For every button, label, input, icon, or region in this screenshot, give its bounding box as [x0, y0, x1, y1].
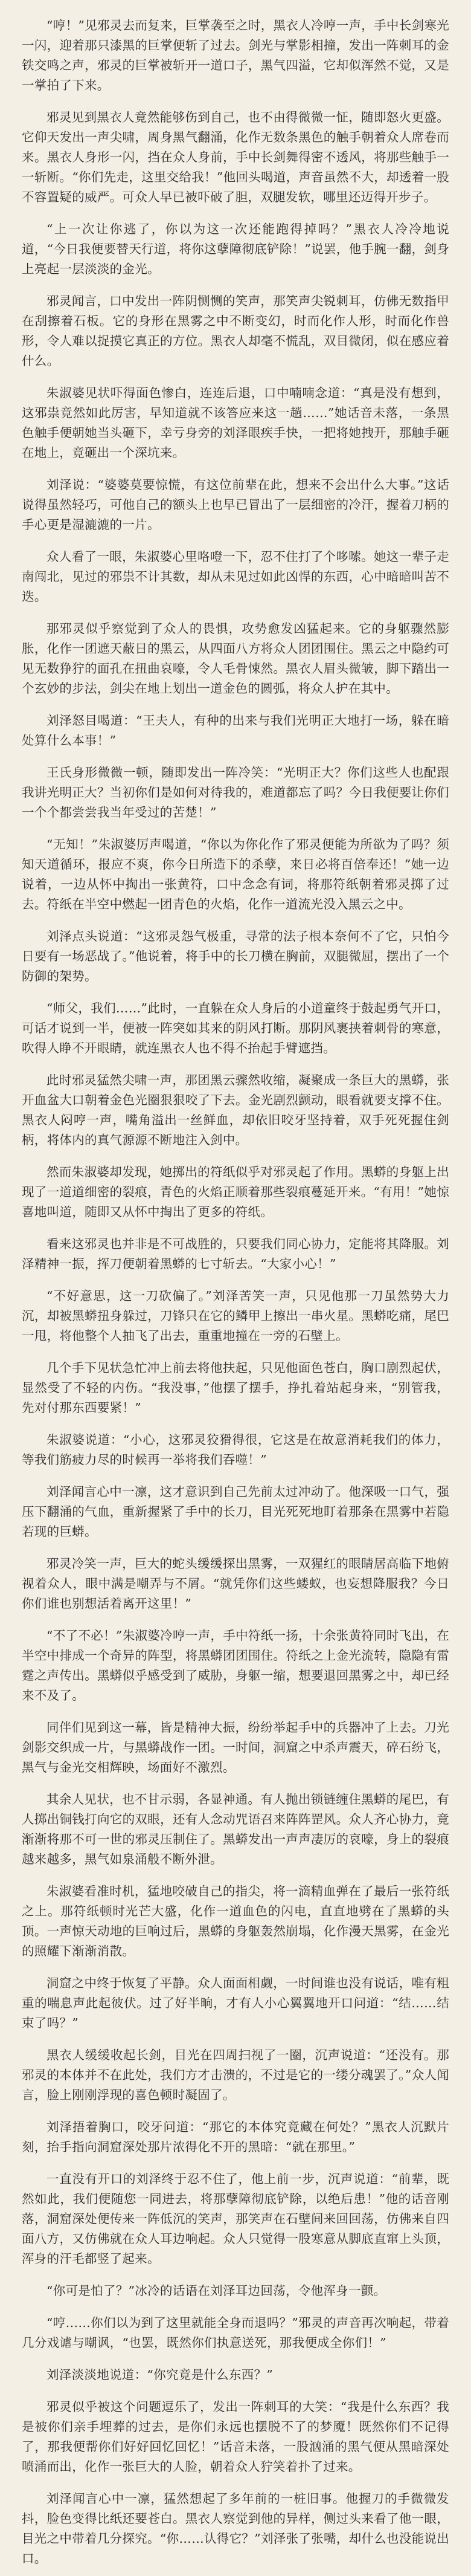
paragraph: 刘泽点头说道：“这邪灵怨气极重，寻常的法子根本奈何不了它，只怕今日要有一场恶战了。”他说着，将手中的长刀横在胸前，双腿微屈，摆出了一个防御的架势。	[22, 929, 449, 983]
paragraph: “你可是怕了？”冰冷的话语在刘泽耳边回荡，令他浑身一颤。	[46, 2283, 386, 2298]
paragraph: “师父，我们……”此时，一直躲在众人身后的小道童终于鼓起勇气开口，可话才说到一半，便被一阵突如其来的阴风打断。那阴风裹挟着刺骨的寒意，吹得人睁不开眼睛，就连黑衣人也不得不抬起手臂遮挡。	[22, 1001, 449, 1055]
paragraph: 王氏身形微微一顿，随即发出一阵冷笑：“光明正大？你们这些人也配跟我讲光明正大？当初你们是如何对待我的，难道都忘了吗？今日我便要让你们一个个都尝尝我当年受过的苦楚！”	[22, 765, 449, 820]
paragraph: 然而朱淑婆却发现，她掷出的符纸似乎对邪灵起了作用。黑蟒的身躯上出现了一道道细密的裂痕，青色的火焰正顺着那些裂痕蔓延开来。“有用！”她惊喜地叫道，随即又从怀中掏出了更多的符纸。	[22, 1165, 449, 1219]
paragraph: 其余人见状，也不甘示弱，各显神通。有人抛出锁链缠住黑蟒的尾巴，有人掷出铜钱打向它的双眼，还有人念动咒语召来阵阵罡风。众人齐心协力，竟渐渐将那不可一世的邪灵压制住了。黑蟒发出一声声凄厉的哀嚎，身上的裂痕越来越多，黑气如泉涌般不断外泄。	[22, 1792, 449, 1866]
paragraph: 刘泽闻言心中一凛，这才意识到自己先前太过冲动了。他深吸一口气，强压下翻涌的气血，重新握紧了手中的长刀，目光死死地盯着那条在黑雾中若隐若现的巨蟒。	[22, 1484, 449, 1539]
paragraph: 刘泽怒目喝道：“王夫人，有种的出来与我们光明正大地打一场，躲在暗处算什么本事！”	[22, 713, 449, 748]
paragraph: “无知！”朱淑婆厉声喝道，“你以为你化作了邪灵便能为所欲为了吗？须知天道循环，报应不爽，你今日所造下的杀孽，来日必将百倍奉还！”她一边说着，一边从怀中掏出一张黄符，口中念念有词，将那符纸朝着邪灵掷了过去。符纸在半空中燃起一团青色的火焰，化作一道流光没入黑云之中。	[22, 837, 449, 911]
paragraph: 同伴们见到这一幕，皆是精神大振，纷纷举起手中的兵器冲了上去。刀光剑影交织成一片，与黑蟒战作一团。一时间，洞窟之中杀声震天，碎石纷飞，黑气与金光交相辉映，场面好不激烈。	[22, 1720, 449, 1775]
paragraph: “上一次让你逃了，你以为这一次还能跑得掉吗？”黑衣人冷冷地说道，“今日我便要替天行道，将你这孽障彻底铲除！”说罢，他手腕一翻，剑身上亮起一层淡淡的金光。	[22, 222, 449, 276]
paragraph: “不好意思，这一刀砍偏了。”刘泽苦笑一声，只见他那一刀虽然势大力沉，却被黑蟒扭身躲过，刀锋只在它的鳞甲上擦出一串火星。黑蟒吃痛，尾巴一甩，将他整个人抽飞了出去，重重地撞在一旁的石壁上。	[22, 1289, 449, 1343]
paragraph: 洞窟之中终于恢复了平静。众人面面相觑，一时间谁也没有说话，唯有粗重的喘息声此起彼伏。过了好半晌，才有人小心翼翼地开口问道：“结……结束了吗？”	[22, 1976, 449, 2030]
paragraph: 朱淑婆说道：“小心，这邪灵狡猾得很，它这是在故意消耗我们的体力，等我们筋疲力尽的时候再一举将我们吞噬！”	[22, 1432, 449, 1467]
paragraph: 邪灵见到黑衣人竟然能够伤到自己，也不由得微微一怔，随即怒火更盛。它仰天发出一声尖啸，周身黑气翻涌，化作无数条黑色的触手朝着众人席卷而来。黑衣人身形一闪，挡在众人身前，手中长剑舞得密不透风，将那些触手一一斩断。“你们先走，这里交给我！”他回头喝道，声音虽然不大，却透着一股不容置疑的威严。可众人早已被吓破了胆，双腿发软，哪里还迈得开步子。	[22, 110, 449, 204]
paragraph: 邪灵冷笑一声，巨大的蛇头缓缓探出黑雾，一双猩红的眼睛居高临下地俯视着众人，眼中满是嘲弄与不屑。“就凭你们这些蝼蚁，也妄想降服我？今日你们谁也别想活着离开这里！”	[22, 1556, 449, 1611]
paragraph: 一直没有开口的刘泽终于忍不住了，他上前一步，沉声说道：“前辈，既然如此，我们便随您一同进去，将那孽障彻底铲除，以绝后患！”他的话音刚落，洞窟深处便传来一阵低沉的笑声，那笑声在石壁间来回回荡，仿佛来自四面八方，又仿佛就在众人耳边响起。众人只觉得一股寒意从脚底直窜上头顶，浑身的汗毛都竖了起来。	[22, 2172, 449, 2266]
paragraph: 此时邪灵猛然尖啸一声，那团黑云骤然收缩，凝聚成一条巨大的黑蟒，张开血盆大口朝着金色光圈狠狠咬了下去。金光剧烈颤动，眼看就要支撑不住。黑衣人闷哼一声，嘴角溢出一丝鲜血，却依旧咬牙坚持着，双手死死握住剑柄，将体内的真气源源不断地注入剑中。	[22, 1073, 449, 1147]
paragraph: 朱淑婆见状吓得面色惨白，连连后退，口中喃喃念道：“真是没有想到，这邪祟竟然如此厉害，早知道就不该答应来这一趟……”她话音未落，一条黑色触手便朝她当头砸下，幸亏身旁的刘泽眼疾手快，一把将她拽开，那触手砸在地上，竟砸出一个深坑来。	[22, 386, 449, 460]
paragraph: 朱淑婆看准时机，猛地咬破自己的指尖，将一滴精血弹在了最后一张符纸之上。那符纸顿时光芒大盛，化作一道血色的闪电，直直地劈在了黑蟒的头顶。一声惊天动地的巨响过后，黑蟒的身躯轰然崩塌，化作漫天黑雾，在金光的照耀下渐渐消散。	[22, 1884, 449, 1958]
paragraph: 刘泽闻言心中一凛，猛然想起了多年前的一桩旧事。他握刀的手微微发抖，脸色变得比纸还要苍白。黑衣人察觉到他的异样，侧过头来看了他一眼，目光之中带着几分探究。“你……认得它？”刘泽张了张嘴，却什么也没能说出口。	[22, 2491, 449, 2566]
paragraph: 刘泽捂着胸口，咬牙问道：“那它的本体究竟藏在何处？”黑衣人沉默片刻，抬手指向洞窟深处那片浓得化不开的黑暗：“就在那里。”	[22, 2120, 449, 2154]
paragraph: “不了不必！”朱淑婆冷哼一声，手中符纸一扬，十余张黄符同时飞出，在半空中排成一个奇异的阵型，将黑蟒团团围住。符纸之上金光流转，隐隐有雷霆之声传出。黑蟒似乎感受到了威胁，身躯一缩，想要退回黑雾之中，却已经来不及了。	[22, 1628, 449, 1703]
paragraph: 刘泽说：“婆婆莫要惊慌，有这位前辈在此，想来不会出什么大事。”这话说得虽然轻巧，可他自己的额头上也早已冒出了一层细密的冷汗，握着刀柄的手心更是湿漉漉的一片。	[22, 477, 449, 532]
paragraph: 众人看了一眼，朱淑婆心里咯噔一下，忍不住打了个哆嗦。她这一辈子走南闯北，见过的邪祟不计其数，却从未见过如此凶悍的东西，心中暗暗叫苦不迭。	[22, 549, 449, 604]
paragraph: “哼……你们以为到了这里就能全身而退吗？”邪灵的声音再次响起，带着几分戏谑与嘲讽，“也罢，既然你们执意送死，那我便成全你们！”	[22, 2315, 449, 2350]
paragraph: 看来这邪灵也并非是不可战胜的，只要我们同心协力，定能将其降服。刘泽精神一振，挥刀便朝着黑蟒的七寸斩去。“大家小心！”	[22, 1237, 449, 1271]
paragraph: 黑衣人缓缓收起长剑，目光在四周扫视了一圈，沉声说道：“还没有。那邪灵的本体并不在此处，我们方才击溃的，不过是它的一缕分魂罢了。”众人闻言，脸上刚刚浮现的喜色顿时凝固了。	[22, 2048, 449, 2102]
paragraph: 那邪灵似乎察觉到了众人的畏惧，攻势愈发凶猛起来。它的身躯骤然膨胀，化作一团遮天蔽日的黑云，从四面八方将众人团团围住。黑云之中隐约可见无数狰狞的面孔在扭曲哀嚎，令人毛骨悚然。黑衣人眉头微皱，脚下踏出一个玄妙的步法，剑尖在地上划出一道金色的圆弧，将众人护在其中。	[22, 621, 449, 696]
paragraph: “哼！”见邪灵去而复来，巨掌袭至之时，黑衣人冷哼一声，手中长剑寒光一闪，迎着那只漆黑的巨掌便斩了过去。剑光与掌影相撞，发出一阵刺耳的金铁交鸣之声，邪灵的巨掌被斩开一道口子，黑气四溢，它却似浑然不觉，又是一掌拍了下来。	[22, 18, 449, 92]
paragraph: 邪灵闻言，口中发出一阵阴恻恻的笑声，那笑声尖锐刺耳，仿佛无数指甲在刮擦着石板。它的身形在黑雾之中不断变幻，时而化作人形，时而化作兽形，令人难以捉摸它真正的方位。黑衣人却毫不慌乱，双目微闭，似在感应着什么。	[22, 294, 449, 368]
paragraph: 几个手下见状急忙冲上前去将他扶起，只见他面色苍白，胸口剧烈起伏，显然受了不轻的内伤。“我没事，”他摆了摆手，挣扎着站起身来，“别管我，先对付那东西要紧！”	[22, 1361, 449, 1415]
paragraph: 邪灵似乎被这个问题逗乐了，发出一阵刺耳的大笑：“我是什么东西？我是被你们亲手埋葬的过去，是你们永远也摆脱不了的梦魇！既然你们不记得了，那我便帮你们好好回忆回忆！”话音未落，一股汹涌的黑气便从黑暗深处喷涌而出，化作一张巨大的人脸，朝着众人狞笑着扑了过来。	[22, 2400, 449, 2474]
paragraph: 刘泽淡淡地说道：“你究竟是什么东西？”	[46, 2367, 274, 2382]
